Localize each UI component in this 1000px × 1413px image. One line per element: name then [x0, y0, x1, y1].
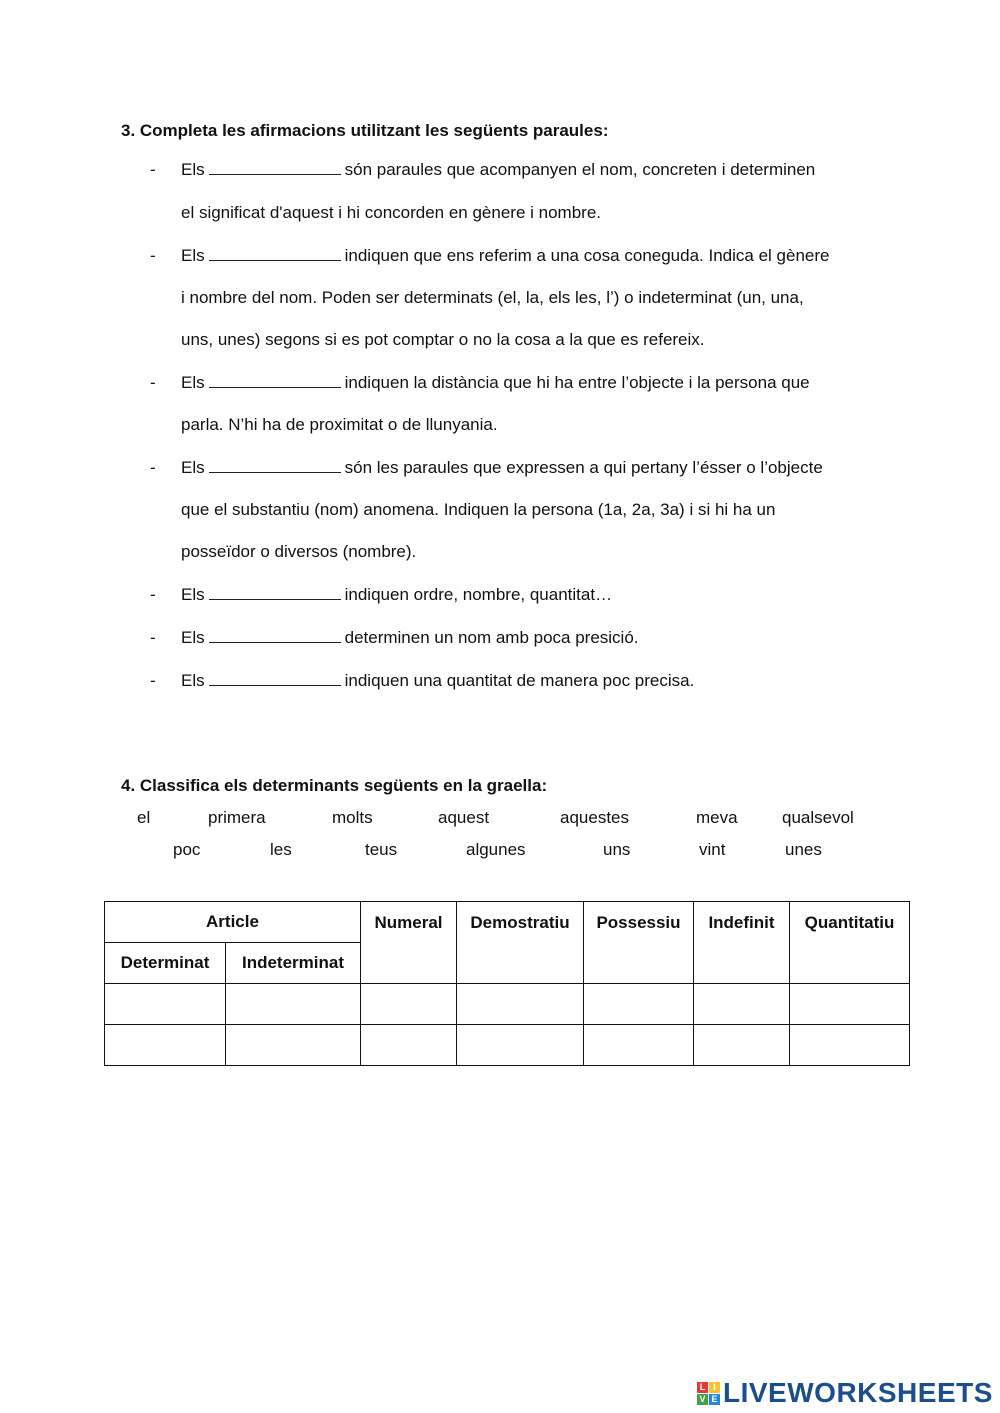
word-option[interactable]: aquestes	[560, 808, 629, 827]
statement-text: determinen un nom amb poca presició.	[344, 628, 639, 647]
word-option[interactable]: el	[137, 808, 151, 827]
header-indefinit: Indefinit	[694, 902, 790, 984]
logo-text: LIVEWORKSHEETS	[723, 1377, 993, 1408]
statement-prefix: Els	[181, 373, 205, 392]
statement-continuation: i nombre del nom. Poden ser determinats (el, la, els les, l’) o indeterminat (un, una,	[181, 288, 804, 307]
statement-prefix: Els	[181, 246, 205, 265]
statement-continuation: posseïdor o diversos (nombre).	[181, 542, 417, 561]
liveworksheets-logo	[697, 1378, 993, 1408]
word-option[interactable]: aquest	[438, 808, 490, 827]
statement-text: són paraules que acompanyen el nom, concreten i determinen	[344, 160, 816, 179]
table-cell[interactable]	[584, 1025, 694, 1066]
logo-mark-icon: L I V E	[697, 1382, 720, 1405]
blank-field[interactable]	[209, 628, 341, 643]
statement-text: indiquen una quantitat de manera poc precisa.	[344, 671, 695, 690]
blank-field[interactable]	[209, 373, 341, 388]
word-option[interactable]: teus	[365, 840, 398, 859]
table-row	[105, 984, 910, 1025]
section4-title: 4. Classifica els determinants següents en la graella:	[121, 776, 548, 795]
classification-table	[104, 901, 910, 1066]
table-cell[interactable]	[790, 984, 910, 1025]
blank-field[interactable]	[209, 671, 341, 686]
word-option[interactable]: qualsevol	[782, 808, 854, 827]
word-option[interactable]: primera	[208, 808, 266, 827]
table-cell[interactable]	[105, 1025, 226, 1066]
bullet-dash: -	[150, 246, 156, 265]
statement-text: indiquen ordre, nombre, quantitat…	[344, 585, 613, 604]
word-option[interactable]: poc	[173, 840, 201, 859]
table-cell[interactable]	[694, 1025, 790, 1066]
blank-field[interactable]	[209, 458, 341, 473]
statement-prefix: Els	[181, 628, 205, 647]
statement-text: són les paraules que expressen a qui pertany l’ésser o l’objecte	[344, 458, 823, 477]
table-cell[interactable]	[361, 984, 457, 1025]
statement-text: indiquen la distància que hi ha entre l’objecte i la persona que	[344, 373, 810, 392]
blank-field[interactable]	[209, 585, 341, 600]
table-cell[interactable]	[226, 984, 361, 1025]
statement-continuation: el significat d'aquest i hi concorden en gènere i nombre.	[181, 203, 602, 222]
statement-prefix: Els	[181, 160, 205, 179]
bullet-dash: -	[150, 373, 156, 392]
header-demostratiu: Demostratiu	[457, 902, 584, 984]
word-option[interactable]: vint	[699, 840, 726, 859]
header-numeral: Numeral	[361, 902, 457, 984]
table-cell[interactable]	[105, 984, 226, 1025]
table-row	[105, 1025, 910, 1066]
statement-prefix: Els	[181, 585, 205, 604]
table-cell[interactable]	[226, 1025, 361, 1066]
table-cell[interactable]	[584, 984, 694, 1025]
table-cell[interactable]	[361, 1025, 457, 1066]
header-article: Article	[105, 902, 361, 943]
statement-continuation: que el substantiu (nom) anomena. Indiquen la persona (1a, 2a, 3a) i si hi ha un	[181, 500, 776, 519]
blank-field[interactable]	[209, 246, 341, 261]
word-option[interactable]: uns	[603, 840, 631, 859]
blank-field[interactable]	[209, 160, 341, 175]
bullet-dash: -	[150, 458, 156, 477]
table-cell[interactable]	[790, 1025, 910, 1066]
bullet-dash: -	[150, 585, 156, 604]
word-option[interactable]: les	[270, 840, 292, 859]
header-quantitatiu: Quantitatiu	[790, 902, 910, 984]
table-cell[interactable]	[457, 1025, 584, 1066]
header-possessiu: Possessiu	[584, 902, 694, 984]
statement-prefix: Els	[181, 458, 205, 477]
bullet-dash: -	[150, 671, 156, 690]
bullet-dash: -	[150, 160, 156, 179]
word-option[interactable]: molts	[332, 808, 373, 827]
statement-text: indiquen que ens referim a una cosa coneguda. Indica el gènere	[344, 246, 830, 265]
statement-prefix: Els	[181, 671, 205, 690]
word-option[interactable]: algunes	[466, 840, 526, 859]
table-cell[interactable]	[694, 984, 790, 1025]
table-cell[interactable]	[457, 984, 584, 1025]
statement-continuation: parla. N’hi ha de proximitat o de llunyania.	[181, 415, 498, 434]
section3-title: 3. Completa les afirmacions utilitzant les següents paraules:	[121, 121, 609, 140]
bullet-dash: -	[150, 628, 156, 647]
header-indeterminat: Indeterminat	[226, 943, 361, 984]
header-determinat: Determinat	[105, 943, 226, 984]
statement-continuation: uns, unes) segons si es pot comptar o no la cosa a la que es refereix.	[181, 330, 705, 349]
word-option[interactable]: unes	[785, 840, 822, 859]
word-option[interactable]: meva	[696, 808, 738, 827]
